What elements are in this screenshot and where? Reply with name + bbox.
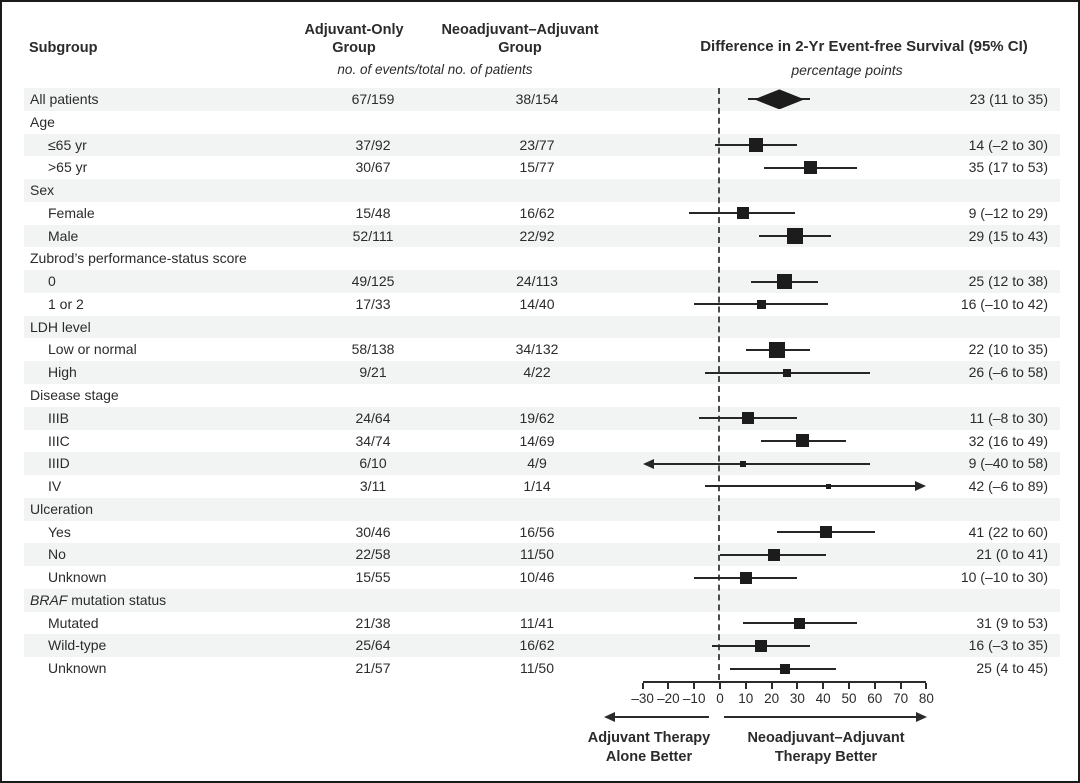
- subgroup-label: IIIB: [48, 409, 70, 426]
- left-direction-label-line2: Alone Better: [605, 749, 693, 765]
- group-header-row: [24, 247, 1060, 270]
- difference-ci-value: 25 (4 to 45): [976, 660, 1048, 677]
- x-axis-tick-label: 50: [841, 691, 857, 706]
- neoadjuvant-column-header: [420, 21, 620, 57]
- difference-ci-value: 23 (11 to 35): [969, 91, 1048, 107]
- subgroup-label: Female: [48, 204, 95, 221]
- subgroup-label: IV: [48, 478, 62, 495]
- adjuvant-only-value: 6/10: [359, 455, 387, 472]
- x-axis-tick: [642, 683, 644, 689]
- difference-ci-value: 26 (–6 to 58): [968, 364, 1048, 381]
- events-note: no. of events/total no. of patients: [337, 62, 533, 77]
- neoadjuvant-value: 11/50: [520, 546, 554, 563]
- subgroup-row: [24, 338, 1060, 361]
- left-direction-label-line1: Adjuvant Therapy: [587, 730, 711, 746]
- subgroup-label: Zubrod’s performance-status score: [30, 250, 247, 267]
- right-direction-label-line1: Neoadjuvant–Adjuvant: [747, 730, 905, 746]
- subgroup-row: [24, 543, 1060, 566]
- neoadjuvant-value: 16/62: [519, 204, 555, 221]
- x-axis-tick-label: –10: [682, 691, 706, 706]
- neoadjuvant-value: 1/14: [523, 478, 551, 495]
- x-axis-tick-label: –30: [631, 691, 654, 706]
- neoadjuvant-value: 19/62: [519, 409, 555, 426]
- plot-title: Difference in 2-Yr Event-free Survival (95% CI): [700, 38, 1028, 55]
- subgroup-row: [24, 202, 1060, 225]
- adjuvant-only-value: 15/55: [355, 569, 391, 586]
- subgroup-row: [24, 88, 1060, 111]
- group-header-row: [24, 589, 1060, 612]
- zero-reference-line: [718, 88, 720, 680]
- adjuvant-only-value: 25/64: [355, 637, 391, 654]
- subgroup-row: [24, 156, 1060, 179]
- difference-ci-value: 41 (22 to 60): [968, 523, 1048, 540]
- neoadjuvant-value: 14/40: [519, 295, 555, 312]
- adjuvant-only-value: 30/46: [355, 523, 391, 540]
- right-direction-label-line2: Therapy Better: [774, 749, 878, 765]
- adjuvant-only-value: 52/111: [352, 227, 394, 244]
- x-axis-line: [643, 681, 927, 683]
- subgroup-label: All patients: [30, 91, 99, 107]
- difference-ci-value: 29 (15 to 43): [968, 227, 1048, 244]
- subgroup-label: Wild-type: [48, 637, 107, 654]
- subgroup-label: No: [48, 546, 66, 563]
- subgroup-label: Disease stage: [30, 387, 119, 403]
- x-axis-tick: [848, 683, 850, 689]
- adjuvant-only-value: 21/38: [355, 614, 391, 631]
- adjuvant-only-value: 37/92: [355, 136, 391, 153]
- right-direction-label: [696, 729, 956, 767]
- subgroup-row: [24, 134, 1060, 157]
- difference-ci-value: 31 (9 to 53): [976, 614, 1048, 631]
- subgroup-row: [24, 452, 1060, 475]
- neoadjuvant-value: 24/113: [516, 273, 558, 290]
- subgroup-label: Low or normal: [48, 341, 137, 358]
- adjuvant-only-value: 9/21: [359, 364, 387, 381]
- subgroup-label: ≤65 yr: [48, 136, 87, 153]
- neoadjuvant-value: 14/69: [519, 432, 555, 449]
- subgroup-row: [24, 270, 1060, 293]
- group-header-row: [24, 498, 1060, 521]
- neoadjuvant-value: 38/154: [515, 91, 559, 107]
- subgroup-row: [24, 475, 1060, 498]
- difference-ci-value: 9 (–12 to 29): [968, 204, 1048, 221]
- subgroup-label: Mutated: [48, 614, 99, 631]
- adjuvant-only-value: 34/74: [355, 432, 391, 449]
- neoadjuvant-header-line1: Neoadjuvant–Adjuvant: [441, 22, 599, 38]
- subgroup-table: [24, 88, 1060, 680]
- neoadjuvant-value: 4/9: [527, 455, 547, 472]
- subgroup-label: IIIC: [48, 432, 70, 449]
- subgroup-label: Age: [30, 113, 55, 130]
- x-axis-tick: [667, 683, 669, 689]
- subgroup-row: [24, 293, 1060, 316]
- x-axis-tick: [874, 683, 876, 689]
- plot-unit-label: percentage points: [791, 62, 903, 78]
- difference-ci-value: 25 (12 to 38): [968, 273, 1048, 290]
- group-header-row: [24, 316, 1060, 339]
- x-axis-tick-label: 0: [716, 691, 724, 706]
- subgroup-row: [24, 566, 1060, 589]
- adjuvant-only-value: 49/125: [351, 273, 395, 290]
- group-header-row: [24, 384, 1060, 407]
- group-header-row: [24, 179, 1060, 202]
- subgroup-label: >65 yr: [48, 159, 88, 176]
- neoadjuvant-header-line2: Group: [498, 40, 542, 56]
- adjuvant-only-value: 15/48: [355, 204, 391, 221]
- neoadjuvant-value: 15/77: [519, 159, 555, 176]
- x-axis-tick: [693, 683, 695, 689]
- adjuvant-only-value: 17/33: [355, 295, 391, 312]
- difference-ci-value: 32 (16 to 49): [968, 432, 1048, 449]
- difference-ci-value: 35 (17 to 53): [968, 159, 1048, 176]
- left-arrowhead-icon: [604, 712, 615, 722]
- x-axis-tick-label: –20: [657, 691, 680, 706]
- x-axis-tick-label: 20: [764, 691, 780, 706]
- subgroup-label: IIID: [48, 455, 70, 472]
- x-axis-tick-label: 80: [918, 691, 934, 706]
- subgroup-label: High: [48, 364, 77, 381]
- neoadjuvant-value: 11/50: [520, 660, 554, 677]
- difference-ci-value: 16 (–10 to 42): [960, 295, 1048, 312]
- adjuvant-only-header-line1: Adjuvant-Only: [304, 22, 404, 38]
- subgroup-label: 1 or 2: [48, 295, 84, 312]
- adjuvant-only-value: 3/11: [359, 478, 387, 495]
- difference-ci-value: 10 (–10 to 30): [960, 569, 1048, 586]
- subgroup-column-header: Subgroup: [29, 40, 98, 56]
- adjuvant-only-value: 58/138: [351, 341, 395, 358]
- difference-ci-value: 16 (–3 to 35): [968, 637, 1048, 654]
- subgroup-label: LDH level: [30, 318, 91, 335]
- neoadjuvant-value: 10/46: [519, 569, 555, 586]
- subgroup-row: [24, 612, 1060, 635]
- subgroup-label: Unknown: [48, 660, 107, 677]
- adjuvant-only-value: 24/64: [355, 409, 391, 426]
- difference-ci-value: 9 (–40 to 58): [968, 455, 1048, 472]
- x-axis-tick-label: 60: [867, 691, 883, 706]
- group-header-row: [24, 111, 1060, 134]
- subgroup-row: [24, 225, 1060, 248]
- x-axis-tick-label: 70: [893, 691, 909, 706]
- x-axis-tick-label: 10: [738, 691, 754, 706]
- right-direction-arrow-line: [724, 716, 916, 718]
- difference-ci-value: 22 (10 to 35): [968, 341, 1048, 358]
- neoadjuvant-value: 11/41: [520, 614, 554, 631]
- adjuvant-only-header-line2: Group: [332, 40, 376, 56]
- x-axis-tick: [796, 683, 798, 689]
- difference-ci-value: 14 (–2 to 30): [968, 136, 1048, 153]
- subgroup-label: Yes: [48, 523, 71, 540]
- difference-ci-value: 21 (0 to 41): [976, 546, 1048, 563]
- subgroup-label: Male: [48, 227, 79, 244]
- neoadjuvant-value: 16/62: [519, 637, 555, 654]
- subgroup-row: [24, 407, 1060, 430]
- adjuvant-only-value: 67/159: [351, 91, 395, 107]
- adjuvant-only-value: 21/57: [355, 660, 391, 677]
- right-arrowhead-icon: [916, 712, 927, 722]
- x-axis-tick: [771, 683, 773, 689]
- subgroup-label: Unknown: [48, 569, 107, 586]
- subgroup-row: [24, 657, 1060, 680]
- neoadjuvant-value: 22/92: [519, 227, 555, 244]
- left-direction-arrow-line: [614, 716, 709, 718]
- x-axis-tick-label: 30: [789, 691, 805, 706]
- subgroup-row: [24, 634, 1060, 657]
- subgroup-row: [24, 430, 1060, 453]
- adjuvant-only-value: 30/67: [355, 159, 391, 176]
- subgroup-label: BRAF mutation status: [30, 591, 167, 608]
- subgroup-label: Sex: [30, 182, 55, 199]
- subgroup-row: [24, 521, 1060, 544]
- subgroup-label: Ulceration: [30, 500, 94, 517]
- subgroup-row: [24, 361, 1060, 384]
- difference-ci-value: 42 (–6 to 89): [968, 478, 1048, 495]
- neoadjuvant-value: 34/132: [515, 341, 559, 358]
- x-axis-tick: [719, 683, 721, 689]
- subgroup-label: 0: [48, 273, 56, 290]
- neoadjuvant-value: 16/56: [519, 523, 555, 540]
- x-axis-tick: [822, 683, 824, 689]
- neoadjuvant-value: 4/22: [523, 364, 551, 381]
- x-axis-tick: [925, 683, 927, 689]
- adjuvant-only-value: 22/58: [355, 546, 391, 563]
- difference-ci-value: 11 (–8 to 30): [969, 409, 1048, 426]
- x-axis-tick: [900, 683, 902, 689]
- x-axis-tick: [745, 683, 747, 689]
- x-axis-tick-label: 40: [815, 691, 831, 706]
- neoadjuvant-value: 23/77: [519, 136, 555, 153]
